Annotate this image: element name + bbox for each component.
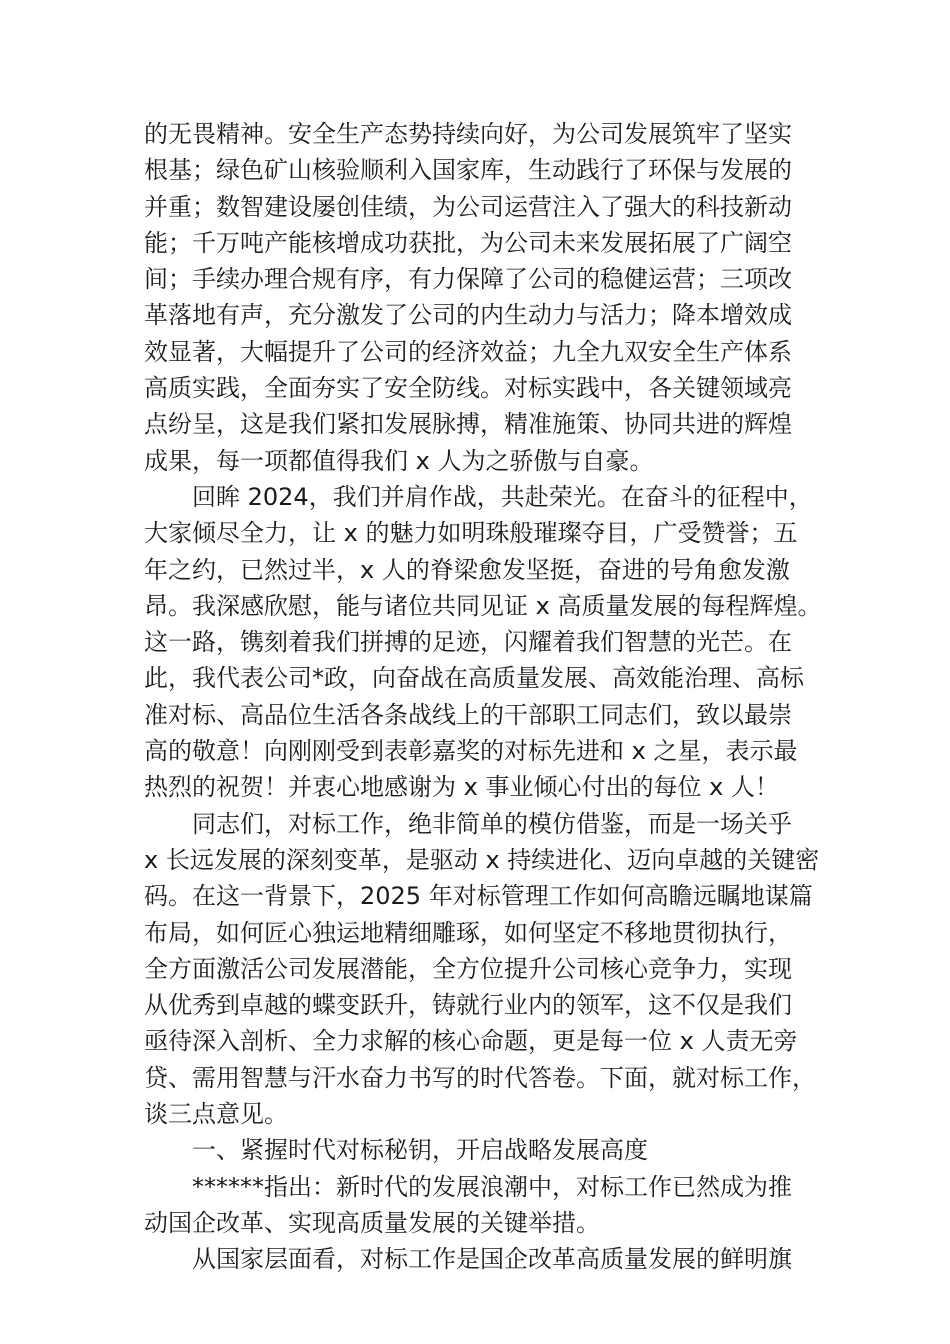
text-line: 并重；数智建设屡创佳绩，为公司运营注入了强大的科技新动 <box>144 192 792 221</box>
text-line: 一、紧握时代对标秘钥，开启战略发展高度 <box>192 1136 648 1165</box>
text-line: 贷、需用智慧与汗水奋力书写的时代答卷。下面，就对标工作， <box>144 1063 816 1092</box>
text-line: 年之约，已然过半，x 人的脊梁愈发坚挺，奋进的号角愈发激 <box>144 555 790 584</box>
text-line: 从国家层面看，对标工作是国企改革高质量发展的鲜明旗 <box>192 1245 792 1274</box>
text-line: 这一路，镌刻着我们拼搏的足迹，闪耀着我们智慧的光芒。在 <box>144 628 792 657</box>
text-line: 间；手续办理合规有序，有力保障了公司的稳健运营；三项改 <box>144 265 792 294</box>
text-line: 回眸 2024，我们并肩作战，共赴荣光。在奋斗的征程中， <box>192 482 813 511</box>
text-line: 高的敬意！向刚刚受到表彰嘉奖的对标先进和 x 之星，表示最 <box>144 737 798 766</box>
document-body <box>144 116 824 1278</box>
text-line: 昂。我深感欣慰，能与诸位共同见证 x 高质量发展的每程辉煌。 <box>144 591 822 620</box>
text-line: 码。在这一背景下，2025 年对标管理工作如何高瞻远瞩地谋篇 <box>144 882 813 911</box>
text-line: 动国企改革、实现高质量发展的关键举措。 <box>144 1208 600 1237</box>
text-line: 的无畏精神。安全生产态势持续向好，为公司发展筑牢了坚实 <box>144 120 792 148</box>
text-line: 根基；绿色矿山核验顺利入国家库，生动践行了环保与发展的 <box>144 156 792 185</box>
text-line: 此，我代表公司*政，向奋战在高质量发展、高效能治理、高标 <box>144 664 804 693</box>
text-line: 亟待深入剖析、全力求解的核心命题，更是每一位 x 人责无旁 <box>144 1027 798 1056</box>
text-line: 点纷呈，这是我们紧扣发展脉搏，精准施策、协同共进的辉煌 <box>144 410 792 439</box>
text-line: 同志们，对标工作，绝非简单的模仿借鉴，而是一场关乎 <box>192 809 792 838</box>
text-line: ******指出：新时代的发展浪潮中，对标工作已然成为推 <box>192 1172 792 1201</box>
text-line: 效显著，大幅提升了公司的经济效益；九全九双安全生产体系 <box>144 337 792 366</box>
text-line: 大家倾尽全力，让 x 的魅力如明珠般璀璨夺目，广受赞誉；五 <box>144 519 798 548</box>
text-line: 高质实践，全面夯实了安全防线。对标实践中，各关键领域亮 <box>144 374 792 403</box>
text-line: 成果，每一项都值得我们 x 人为之骄傲与自豪。 <box>144 446 654 475</box>
text-line: 革落地有声，充分激发了公司的内生动力与活力；降本增效成 <box>144 301 792 330</box>
text-line: 谈三点意见。 <box>144 1100 288 1129</box>
text-line: 从优秀到卓越的蝶变跃升，铸就行业内的领军，这不仅是我们 <box>144 991 792 1020</box>
text-line: x 长远发展的深刻变革，是驱动 x 持续进化、迈向卓越的关键密 <box>144 845 820 874</box>
text-line: 准对标、高品位生活各条战线上的干部职工同志们，致以最崇 <box>144 700 792 729</box>
text-line: 热烈的祝贺！并衷心地感谢为 x 事业倾心付出的每位 x 人！ <box>144 773 779 802</box>
text-line: 能；千万吨产能核增成功获批，为公司未来发展拓展了广阔空 <box>144 228 792 257</box>
text-line: 全方面激活公司发展潜能，全方位提升公司核心竞争力，实现 <box>144 954 792 983</box>
text-line: 布局，如何匠心独运地精细雕琢，如何坚定不移地贯彻执行， <box>144 918 792 947</box>
